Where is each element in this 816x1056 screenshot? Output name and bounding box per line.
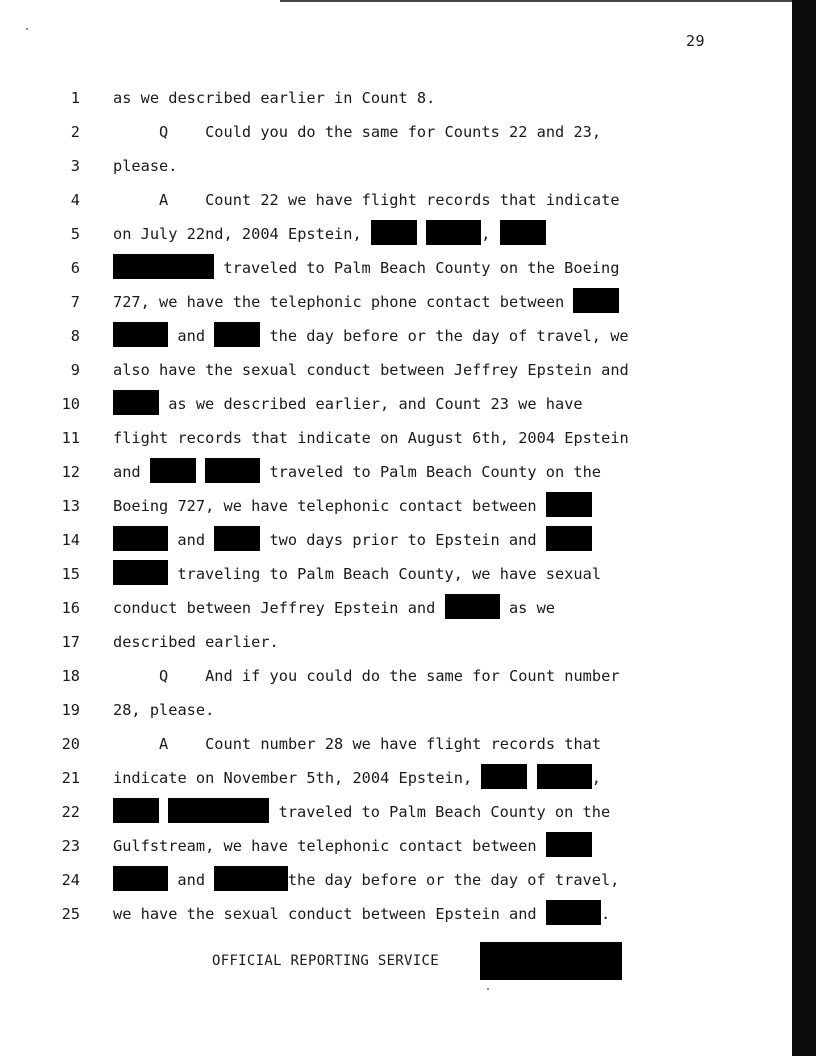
line-text xyxy=(113,387,583,421)
line-text xyxy=(113,591,555,625)
transcript-line xyxy=(0,863,792,897)
line-text xyxy=(113,217,546,251)
line-text xyxy=(113,829,592,863)
line-text-segment: , xyxy=(481,225,500,243)
line-text-segment: please. xyxy=(113,157,178,175)
line-number: 15 xyxy=(61,565,80,583)
redaction-box xyxy=(500,220,546,245)
line-number: 21 xyxy=(61,769,80,787)
line-number: 17 xyxy=(61,633,80,651)
transcript-line xyxy=(0,523,792,557)
line-number: 12 xyxy=(61,463,80,481)
line-text-segment: Boeing 727, we have telephonic contact between xyxy=(113,497,546,515)
line-text xyxy=(113,897,610,931)
transcript-line xyxy=(0,81,792,115)
transcript-line xyxy=(0,149,792,183)
line-text-segment xyxy=(159,803,168,821)
line-text-segment: Q And if you could do the same for Count number xyxy=(113,667,620,685)
redaction-box xyxy=(214,322,260,347)
redaction-box xyxy=(150,458,196,483)
line-text-segment: and xyxy=(168,531,215,549)
redaction-box xyxy=(205,458,260,483)
redaction-box xyxy=(573,288,619,313)
line-text-segment: and xyxy=(168,871,215,889)
scan-speck xyxy=(487,988,489,990)
redaction-box xyxy=(426,220,481,245)
line-text-segment: traveled to Palm Beach County on the Boeing xyxy=(214,259,620,277)
line-text-segment: two days prior to Epstein and xyxy=(260,531,546,549)
line-text xyxy=(113,625,279,659)
line-text xyxy=(113,421,629,455)
line-text xyxy=(113,319,629,353)
scan-edge-right xyxy=(792,0,816,1056)
line-text xyxy=(113,489,592,523)
redaction-box xyxy=(214,526,260,551)
line-text xyxy=(113,727,601,761)
line-number: 10 xyxy=(61,395,80,413)
line-text-segment: , xyxy=(591,769,602,787)
line-text-segment: Gulfstream, we have telephonic contact between xyxy=(113,837,546,855)
line-number: 8 xyxy=(70,327,80,345)
line-number: 7 xyxy=(70,293,80,311)
line-text xyxy=(113,761,601,795)
line-number: 19 xyxy=(61,701,80,719)
transcript-line xyxy=(0,285,792,319)
redaction-box xyxy=(113,254,214,279)
transcript-line xyxy=(0,251,792,285)
line-text xyxy=(113,285,619,319)
line-number: 9 xyxy=(70,361,80,379)
transcript-line xyxy=(0,387,792,421)
line-number: 22 xyxy=(61,803,80,821)
line-number: 20 xyxy=(61,735,80,753)
transcript-line xyxy=(0,115,792,149)
line-text-segment: as we described earlier, and Count 23 we have xyxy=(159,395,583,413)
line-number: 24 xyxy=(61,871,80,889)
line-text-segment: A Count 22 we have flight records that indicate xyxy=(113,191,620,209)
line-text xyxy=(113,183,620,217)
transcript-line xyxy=(0,557,792,591)
line-text-segment: described earlier. xyxy=(113,633,279,651)
line-text xyxy=(113,353,629,387)
page-number: 29 xyxy=(686,32,706,50)
line-text xyxy=(113,795,610,829)
line-number: 23 xyxy=(61,837,80,855)
line-text-segment: as we xyxy=(499,599,555,617)
line-number: 14 xyxy=(61,531,80,549)
transcript-line xyxy=(0,591,792,625)
line-text-segment: the day before or the day of travel, we xyxy=(260,327,629,345)
line-text-segment: conduct between Jeffrey Epstein and xyxy=(113,599,445,617)
line-text-segment: A Count number 28 we have flight records that xyxy=(113,735,602,753)
transcript-line xyxy=(0,659,792,693)
transcript-line xyxy=(0,353,792,387)
line-text-segment xyxy=(196,463,205,481)
transcript-line xyxy=(0,829,792,863)
redaction-box xyxy=(113,798,159,823)
line-text-segment: . xyxy=(601,905,611,923)
redaction-box xyxy=(371,220,417,245)
line-text-segment: indicate on November 5th, 2004 Epstein, xyxy=(113,769,482,787)
line-text-segment: 727, we have the telephonic phone contact between xyxy=(113,293,574,311)
line-text-segment: traveling to Palm Beach County, we have sexual xyxy=(168,565,602,583)
line-text-segment: and xyxy=(168,327,215,345)
transcript-line xyxy=(0,183,792,217)
redaction-box xyxy=(546,526,592,551)
line-text-segment xyxy=(527,769,536,787)
line-number: 3 xyxy=(70,157,80,175)
line-text-segment: we have the sexual conduct between Epstein and xyxy=(113,905,546,923)
line-number: 11 xyxy=(61,429,80,447)
redaction-box xyxy=(481,764,527,789)
redaction-box xyxy=(113,322,168,347)
line-text xyxy=(113,659,620,693)
transcript-line xyxy=(0,319,792,353)
line-text xyxy=(113,863,619,897)
line-number: 4 xyxy=(70,191,80,209)
transcript-line xyxy=(0,217,792,251)
transcript-body xyxy=(0,81,792,931)
transcript-line xyxy=(0,421,792,455)
transcript-line xyxy=(0,693,792,727)
line-text xyxy=(113,693,214,727)
transcript-line xyxy=(0,489,792,523)
redaction-box xyxy=(113,526,168,551)
line-text-segment: traveled to Palm Beach County on the xyxy=(269,803,611,821)
line-number: 18 xyxy=(61,667,80,685)
footer-reporting-service: OFFICIAL REPORTING SERVICE xyxy=(212,953,439,969)
line-text xyxy=(113,149,177,183)
redaction-box xyxy=(214,866,288,891)
redaction-box xyxy=(546,492,592,517)
redaction-box xyxy=(537,764,592,789)
line-number: 25 xyxy=(61,905,80,923)
redaction-box xyxy=(546,900,601,925)
line-text xyxy=(113,251,619,285)
transcript-line xyxy=(0,455,792,489)
line-text-segment: and xyxy=(113,463,150,481)
redaction-box xyxy=(113,390,159,415)
scan-speck xyxy=(26,28,28,30)
line-text-segment: also have the sexual conduct between Jeffrey Epstein and xyxy=(113,361,629,379)
line-text xyxy=(113,115,601,149)
line-text-segment xyxy=(417,225,426,243)
redaction-box xyxy=(113,560,168,585)
line-number: 2 xyxy=(70,123,80,141)
line-number: 16 xyxy=(61,599,80,617)
footer-redaction-box xyxy=(480,942,622,980)
transcript-line xyxy=(0,897,792,931)
line-text-segment: Q Could you do the same for Counts 22 and 23, xyxy=(113,123,602,141)
line-text xyxy=(113,557,601,591)
scan-edge-top xyxy=(280,0,792,2)
transcript-line xyxy=(0,795,792,829)
line-text-segment: 28, please. xyxy=(113,701,215,719)
line-text-segment: the day before or the day of travel, xyxy=(287,871,620,889)
line-text-segment: traveled to Palm Beach County on the xyxy=(260,463,602,481)
line-number: 5 xyxy=(70,225,80,243)
line-text xyxy=(113,523,592,557)
line-number: 1 xyxy=(70,89,80,107)
redaction-box xyxy=(445,594,500,619)
redaction-box xyxy=(546,832,592,857)
line-text xyxy=(113,81,435,115)
line-text-segment: flight records that indicate on August 6th, 2004 Epstein xyxy=(113,429,629,447)
line-text xyxy=(113,455,601,489)
transcript-line xyxy=(0,727,792,761)
transcript-line xyxy=(0,761,792,795)
line-text-segment: as we described earlier in Count 8. xyxy=(113,89,436,107)
line-number: 6 xyxy=(70,259,80,277)
transcript-line xyxy=(0,625,792,659)
redaction-box xyxy=(113,866,168,891)
redaction-box xyxy=(168,798,269,823)
line-number: 13 xyxy=(61,497,80,515)
line-text-segment: on July 22nd, 2004 Epstein, xyxy=(113,225,371,243)
